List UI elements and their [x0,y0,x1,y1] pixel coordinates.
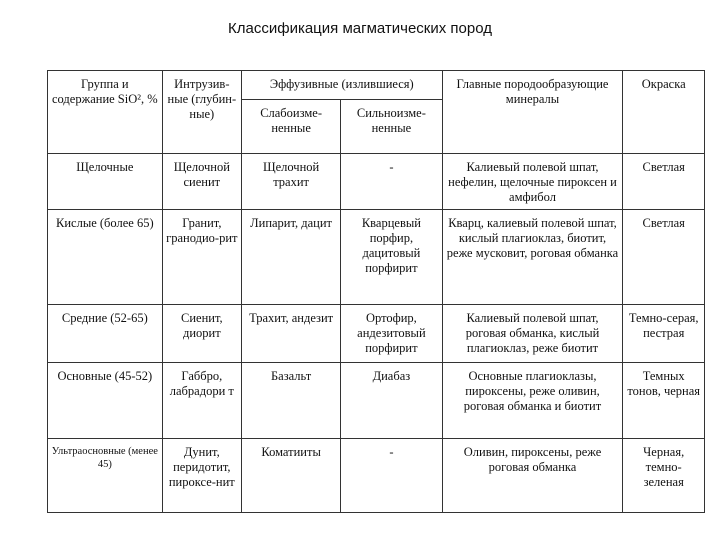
cell-color: Светлая [623,210,705,305]
table-row [48,305,705,363]
cell-strong: - [341,154,442,210]
cell-strong: - [341,439,442,513]
cell-group: Ультраосновные (менее 45) [48,439,163,513]
cell-minerals: Кварц, калиевый полевой шпат, кислый плагиоклаз, биотит, реже мусковит, роговая обманка [442,210,623,305]
cell-intrusive: Сиенит, диорит [162,305,241,363]
cell-intrusive: Гранит, гранодио-рит [162,210,241,305]
header-color: Окраска [623,71,705,154]
cell-intrusive: Габбро, лабрадори т [162,363,241,439]
header-intrusive: Интрузив-ные (глубин-ные) [162,71,241,154]
cell-strong: Кварцевый порфир, дацитовый порфирит [341,210,442,305]
classification-table [47,70,705,513]
table-row [48,154,705,210]
cell-minerals: Калиевый полевой шпат, нефелин, щелочные пироксен и амфибол [442,154,623,210]
table-header-row [48,71,705,100]
cell-minerals: Основные плагиоклазы, пироксены, реже оливин, роговая обманка и биотит [442,363,623,439]
header-effusive: Эффузивные (излившиеся) [242,71,443,100]
header-strongly-altered: Сильноизме-ненные [341,99,442,153]
cell-strong: Диабаз [341,363,442,439]
table-row [48,439,705,513]
cell-intrusive: Дунит, перидотит, пироксе-нит [162,439,241,513]
cell-color: Темно-серая, пестрая [623,305,705,363]
cell-color: Черная, темно-зеленая [623,439,705,513]
cell-group: Щелочные [48,154,163,210]
cell-group: Основные (45-52) [48,363,163,439]
page-title: Классификация магматических пород [228,20,492,37]
cell-group: Кислые (более 65) [48,210,163,305]
header-minerals: Главные породообразующие минералы [442,71,623,154]
cell-weak: Базальт [242,363,341,439]
cell-weak: Щелочной трахит [242,154,341,210]
cell-color: Светлая [623,154,705,210]
cell-minerals: Оливин, пироксены, реже роговая обманка [442,439,623,513]
cell-weak: Коматииты [242,439,341,513]
cell-minerals: Калиевый полевой шпат, роговая обманка, кислый плагиоклаз, реже биотит [442,305,623,363]
cell-weak: Липарит, дацит [242,210,341,305]
cell-intrusive: Щелочной сиенит [162,154,241,210]
cell-group: Средние (52-65) [48,305,163,363]
cell-color: Темных тонов, черная [623,363,705,439]
cell-strong: Ортофир, андезитовый порфирит [341,305,442,363]
table-row [48,363,705,439]
header-weakly-altered: Слабоизме-ненные [242,99,341,153]
header-group: Группа и содержание SiO², % [48,71,163,154]
table-row [48,210,705,305]
cell-weak: Трахит, андезит [242,305,341,363]
